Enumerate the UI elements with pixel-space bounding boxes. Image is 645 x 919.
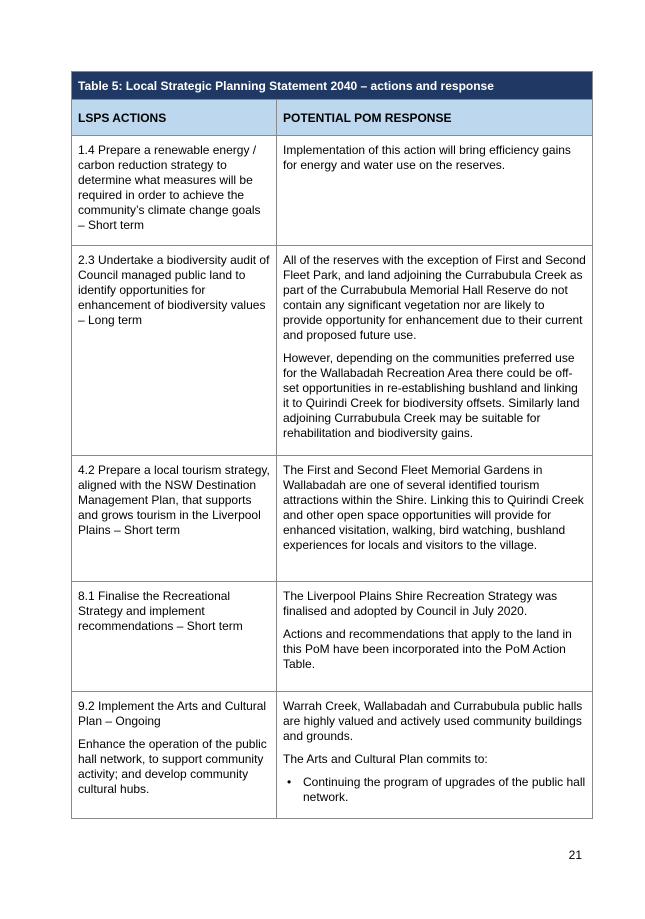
response-text: Implementation of this action will bring efficiency gains for energy and water use on the reserves. [283,143,571,172]
table-row [72,246,592,456]
response-text: However, depending on the communities preferred use for the Wallabadah Recreation Area there could be off-set opportunities in re-establishing bushland and linking it to Quirindi Creek for biodiversity offsets. Similarly land adjoining Currabubula Creek may be suitable for rehabilitation and biodiversity gains. [283,351,580,440]
header-lsps-actions: LSPS ACTIONS [72,100,277,135]
header-potential-pom-response: POTENTIAL POM RESPONSE [283,111,452,125]
response-text: The Arts and Cultural Plan commits to: [283,752,488,766]
bullet-text: Continuing the program of upgrades of the public hall network. [303,775,586,804]
lsps-actions-table [71,71,593,819]
action-cell [72,582,277,691]
action-text: Enhance the operation of the public hall network, to support community activity; and develop community cultural hubs. [78,737,267,796]
response-cell [277,582,592,691]
action-text: 9.2 Implement the Arts and Cultural Plan – Ongoing [78,699,267,728]
action-text: 8.1 Finalise the Recreational Strategy and implement recommendations – Short term [78,589,243,633]
response-cell [277,246,592,455]
page-number: 21 [568,848,582,862]
table-row [72,136,592,246]
table-row [72,692,592,818]
response-cell [277,692,592,818]
response-text: Actions and recommendations that apply to the land in this PoM have been incorporated into the PoM Action Table. [283,627,572,671]
action-text: 4.2 Prepare a local tourism strategy, aligned with the NSW Destination Management Plan, that supports and grows tourism in the Liverpool Plains – Short term [78,463,270,537]
action-text: 1.4 Prepare a renewable energy / carbon reduction strategy to determine what measures will be required in order to achieve the community’s climate change goals – Short term [78,143,261,232]
response-cell [277,136,592,245]
response-cell [277,456,592,581]
response-text: All of the reserves with the exception of First and Second Fleet Park, and land adjoining the Currabubula Creek as part of the Currabubula Memorial Hall Reserve do not contain any significant vegetation nor are likely to provide opportunity for enhancement due to their current and proposed future use. [283,253,586,342]
table-row [72,456,592,582]
table-title: Table 5: Local Strategic Planning Statement 2040 – actions and response [72,72,592,100]
bullet-icon: • [287,775,292,789]
table-row [72,582,592,692]
response-text: The First and Second Fleet Memorial Gardens in Wallabadah are one of several identified tourism attractions within the Shire. Linking this to Quirindi Creek and other open space opportunities will provide for enhanced visitation, walking, bird watching, bushland experiences for locals and visitors to the village. [283,463,584,552]
action-cell [72,136,277,245]
action-text: 2.3 Undertake a biodiversity audit of Council managed public land to identify opportunities for enhancement of biodiversity values – Long term [78,253,270,327]
action-cell [72,246,277,455]
list-item [283,775,586,805]
response-text: Warrah Creek, Wallabadah and Currabubula public halls are highly valued and actively used community buildings and grounds. [283,699,583,743]
action-cell [72,692,277,818]
response-bullet-list [283,775,586,805]
table-header-row [72,100,592,136]
response-text: The Liverpool Plains Shire Recreation Strategy was finalised and adopted by Council in July 2020. [283,589,558,618]
action-cell [72,456,277,581]
